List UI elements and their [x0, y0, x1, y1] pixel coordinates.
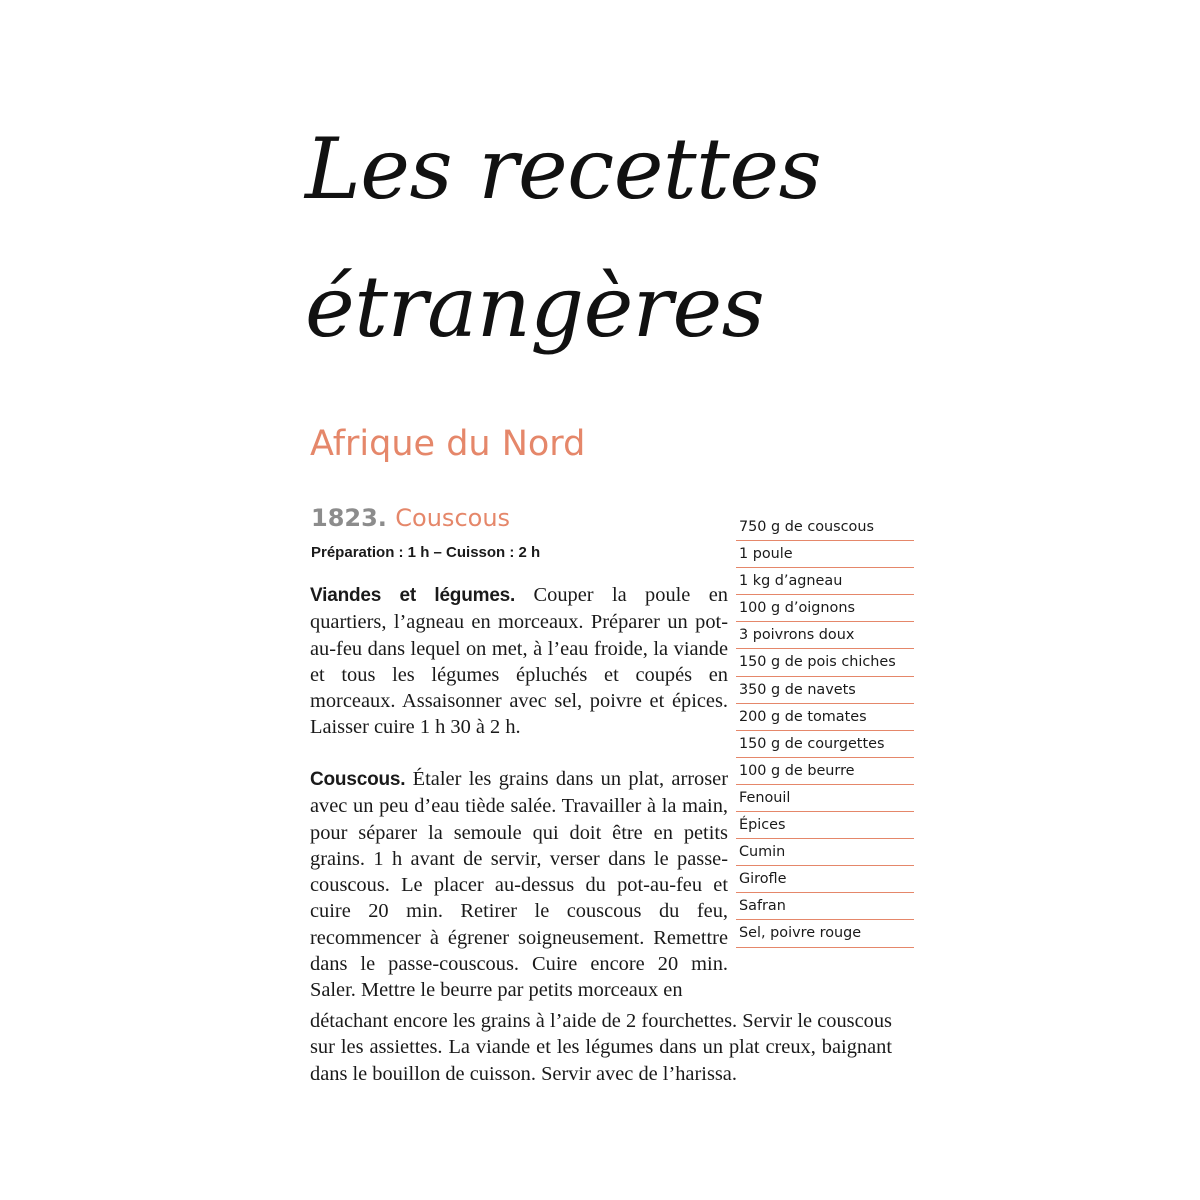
ingredient-item: Girofle [736, 866, 914, 893]
step-text: Couper la poule en quartiers, l’agneau en morceaux. Préparer un pot-au-feu dans lequel on met, à l’eau froide, la viande et tous les légumes épluchés et coupés en morceaux. Assaisonner avec sel, poivre et épices. Laisser cuire 1 h 30 à 2 h. [310, 584, 728, 739]
ingredient-item: 150 g de courgettes [736, 731, 914, 758]
ingredient-item: 100 g d’oignons [736, 595, 914, 622]
chapter-title-line-1: Les recettes [305, 120, 822, 218]
step-meat-vegetables [310, 582, 728, 741]
ingredient-item: 350 g de navets [736, 677, 914, 704]
step-text: Étaler les grains dans un plat, arroser avec un peu d’eau tiède salée. Travailler à la main, pour séparer la semoule qui doit être en petits grains. 1 h avant de servir, verser dans le passe-couscous. Le placer au-dessus du pot-au-feu et cuire 20 min. Retirer le couscous du feu, recommencer à égrener soigneusement. Remettre dans le passe-couscous. Cuire encore 20 min. Saler. Mettre le beurre par petits morceaux en [310, 768, 728, 1002]
ingredient-item: 150 g de pois chiches [736, 649, 914, 676]
ingredient-item: Épices [736, 812, 914, 839]
ingredient-item: 1 poule [736, 541, 914, 568]
step-lead: Couscous. [310, 769, 406, 790]
step-couscous [310, 766, 728, 1004]
ingredient-item: 200 g de tomates [736, 704, 914, 731]
recipe-time: Préparation : 1 h – Cuisson : 2 h [311, 544, 541, 561]
chapter-title [305, 100, 925, 376]
recipe-heading [311, 504, 510, 532]
section-title: Afrique du Nord [310, 424, 586, 464]
ingredient-item: 100 g de beurre [736, 758, 914, 785]
ingredient-list [736, 514, 914, 948]
ingredient-item: 1 kg d’agneau [736, 568, 914, 595]
ingredient-item: Sel, poivre rouge [736, 920, 914, 947]
ingredient-item: 750 g de couscous [736, 514, 914, 541]
chapter-title-line-2: étrangères [305, 258, 765, 356]
ingredient-item: 3 poivrons doux [736, 622, 914, 649]
ingredient-item: Safran [736, 893, 914, 920]
recipe-name: Couscous [395, 504, 511, 532]
ingredient-item: Fenouil [736, 785, 914, 812]
recipe-number: 1823. [311, 504, 387, 532]
step-lead: Viandes et légumes. [310, 585, 516, 606]
step-couscous-continued: détachant encore les grains à l’aide de 2 fourchettes. Servir le couscous sur les assiettes. La viande et les légumes dans un plat creux, baignant dans le bouillon de cuisson. Servir avec de l’harissa. [310, 1010, 892, 1085]
ingredient-item: Cumin [736, 839, 914, 866]
